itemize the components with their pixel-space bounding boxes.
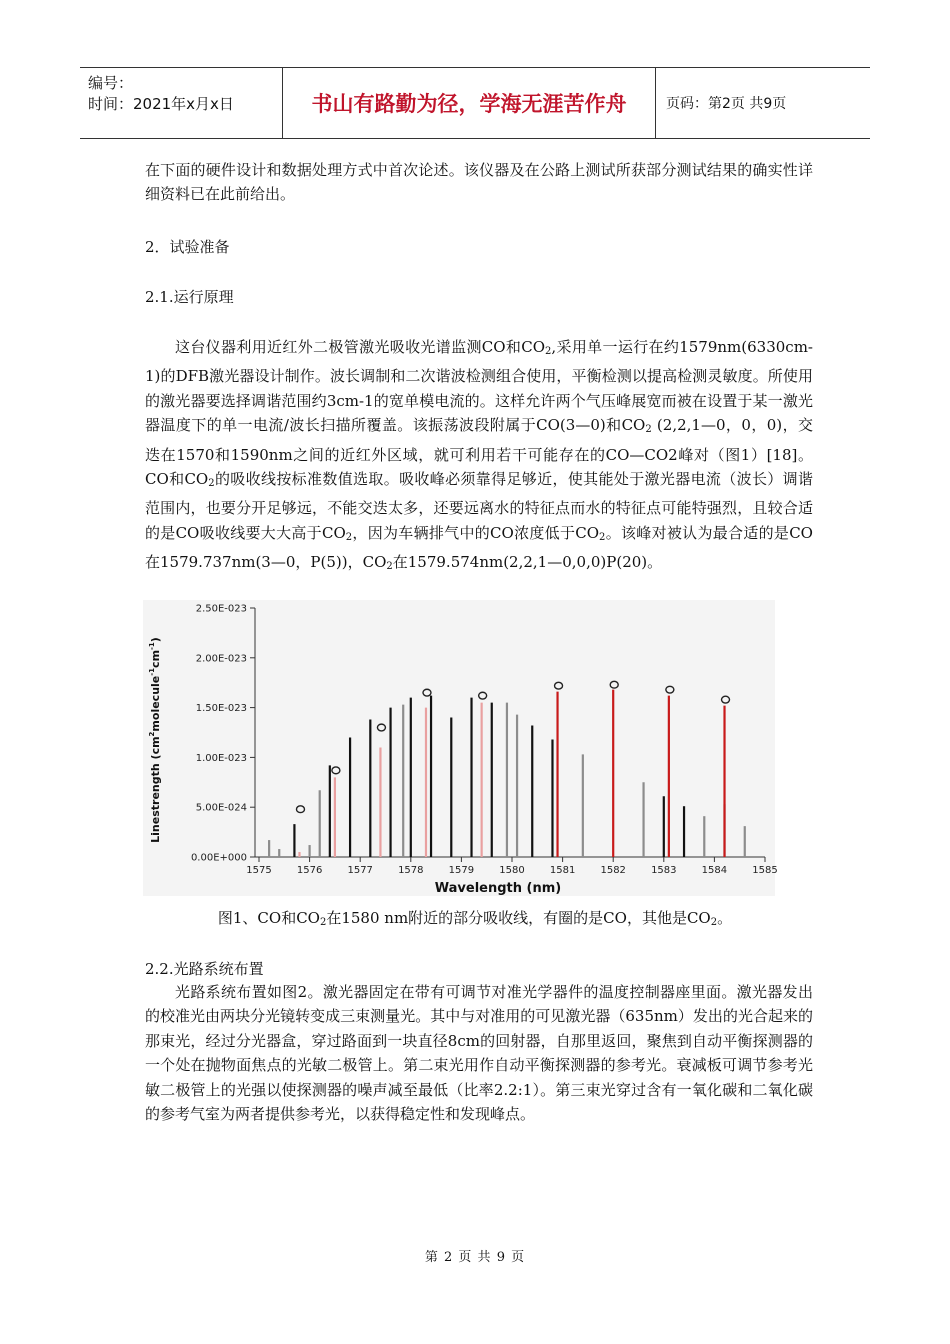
text-run: 在1579.574nm(2,2,1—0,0,0)P(20)。 (392, 553, 663, 572)
subscript: 2 (599, 531, 606, 543)
subscript: 2 (545, 346, 552, 357)
intro-paragraph: 在下面的硬件设计和数据处理方式中首次论述。该仪器及在公路上测试所获部分测试结果的确实性详细资料已在此前给出。 (145, 161, 813, 204)
section-heading-2-1: 2.1.运行原理 (145, 288, 234, 306)
subscript: 2 (710, 917, 718, 928)
text-run: (2,2,1—0，0，0)，交迭在1570和1590nm之间的近红外区域，就可利用若干可能存在的CO—CO2峰对（图1）[18]。CO和CO (145, 416, 813, 489)
header-info (80, 68, 283, 138)
doc-date-label: 时间：2021年x月x日 (88, 95, 234, 113)
subscript: 2 (645, 424, 652, 436)
x-tick-label: 1576 (296, 865, 323, 876)
doc-number-label: 编号： (88, 74, 134, 92)
section-heading-2-2: 2.2.光路系统布置 (145, 960, 264, 978)
y-tick-label: 1.50E-023 (195, 703, 247, 715)
x-tick-label: 1577 (347, 865, 373, 876)
text-run: 在1580 nm附近的部分吸收线，有圈的是CO，其他是CO (326, 909, 711, 927)
text-run: ，因为车辆排气中的CO浓度低于CO (352, 523, 600, 542)
subscript: 2 (386, 561, 393, 573)
subscript: 2 (345, 531, 353, 543)
text-run: 。该峰对被认为最合适的是CO在1579.737nm(3—0，P(5))，CO (145, 523, 813, 572)
page-footer: 第 2 页 共 9 页 (424, 1250, 526, 1265)
text-run: 图1、CO和CO (217, 909, 320, 927)
y-tick-label: 1.00E-023 (195, 752, 247, 764)
text-run: 这台仪器利用近红外二极管激光吸收光谱监测CO和CO (175, 338, 546, 356)
subscript: 2 (208, 478, 215, 490)
x-tick-label: 1581 (549, 865, 576, 876)
text-run: 的吸收线按标准数值选取。吸收峰必须靠得足够近，使其能处于激光器电流（波长）调谐范围内，也要分开足够远，不能交迭太多，还要远离水的特征点而水的特征点可能特强烈，且较合适的是CO吸收线要大大高于CO (145, 470, 813, 542)
x-tick-label: 1578 (398, 865, 424, 876)
figure-caption (0, 907, 950, 928)
text-run: ,采用单一运行在约1579nm(6330cm-1)的DFB激光器设计制作。波长调制和二次谐波检测组合使用，平衡检测以提高检测灵敏度。所使用的激光器要选择调谐范围约3cm-1的宽单模电流的。这样允许两个气压峰展宽而被在设置于某一激光器温度下的单一电流/波长扫描所覆盖。该振荡波段附属于CO(3—0)和CO (145, 338, 813, 435)
y-axis-title-sup: -1 (148, 642, 156, 650)
absorption-lines-chart (143, 600, 778, 896)
x-axis-title: Wavelength (nm) (434, 881, 562, 896)
page-header (80, 67, 870, 139)
y-tick-label: 5.00E-024 (195, 802, 247, 814)
header-motto: 书山有路勤为径，学海无涯苦作舟 (283, 68, 656, 138)
x-tick-label: 1582 (600, 865, 626, 876)
x-tick-label: 1579 (448, 865, 475, 876)
principle-paragraph (145, 335, 813, 580)
y-axis-title (148, 637, 162, 843)
y-tick-label: 2.50E-023 (195, 603, 247, 615)
y-axis-title-sup: -1 (148, 667, 156, 676)
optics-paragraph: 光路系统布置如图2。激光器固定在带有可调节对准光学器件的温度控制器座里面。激光器发出的校准光由两块分光镜转变成三束测量光。其中与对准用的可见激光器（635nm）发出的光合起来的那束光，经过分光器盒，穿过路面到一块直径8cm的回射器，自那里返回，聚焦到自动平衡探测器的一个处在抛物面焦点的光敏二极管上。第二束光用作自动平衡探测器的参考光。衰减板可调节参考光敏二极管上的光强以使探测器的噪声减至最低（比率2.2:1）。第三束光穿过含有一氧化碳和二氧化碳的参考气室为两者提供参考光，以获得稳定性和发现峰点。 (145, 983, 813, 1124)
y-axis-title-part: ) (149, 637, 162, 643)
subscript: 2 (319, 917, 327, 928)
y-tick-label: 0.00E+000 (190, 852, 247, 864)
section-heading-2: 2．试验准备 (145, 238, 230, 256)
y-axis-title-part: Linestrength (cm (149, 736, 162, 843)
x-tick-label: 1580 (499, 865, 525, 876)
x-tick-label: 1583 (651, 865, 677, 876)
text-run: 。 (717, 909, 733, 927)
x-tick-label: 1575 (246, 865, 272, 876)
y-tick-label: 2.00E-023 (195, 653, 247, 665)
x-tick-label: 1584 (701, 865, 728, 876)
y-axis-title-part: molecule (149, 675, 162, 732)
header-page-number: 页码：第2页 共9页 (666, 96, 787, 112)
y-axis-title-sup: 2 (148, 731, 156, 737)
y-axis-title-part: cm (149, 649, 162, 668)
x-tick-label: 1585 (752, 865, 778, 876)
